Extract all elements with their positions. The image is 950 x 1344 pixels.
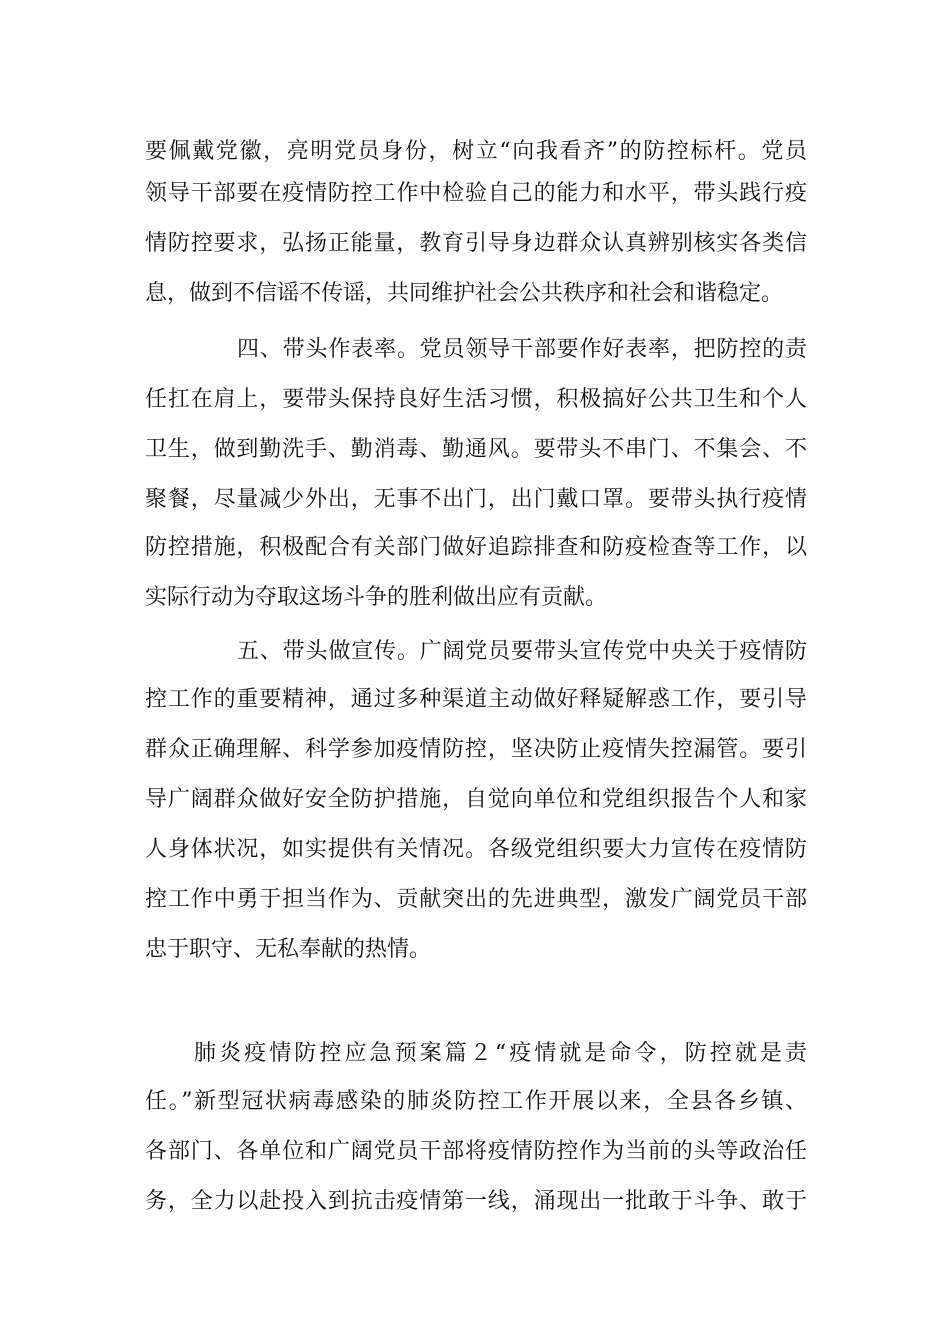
paragraph-1-line-1: 要佩戴党徽，亮明党员身份，树立“向我看齐”的防控标杆。党员 — [145, 139, 807, 164]
paragraph-3-line-6: 控工作中勇于担当作为、贡献突出的先进典型，激发广阔党员干部 — [145, 887, 807, 912]
paragraph-3-line-2: 控工作的重要精神，通过多种渠道主动做好释疑解惑工作，要引导 — [145, 687, 807, 712]
paragraph-3-line-3: 群众正确理解、科学参加疫情防控，坚决防止疫情失控漏管。要引 — [145, 737, 807, 762]
paragraph-2-line-3: 卫生，做到勤洗手、勤消毒、勤通风。要带头不串门、不集会、不 — [145, 437, 807, 462]
paragraph-4-line-1: 肺炎疫情防控应急预案篇２“疫情就是命令，防控就是责 — [194, 1041, 807, 1066]
paragraph-3-line-7: 忠于职守、无私奉献的热情。 — [145, 937, 432, 962]
paragraph-2-line-1: 四、带头作表率。党员领导干部要作好表率，把防控的责 — [237, 337, 807, 362]
paragraph-4-line-2: 任。”新型冠状病毒感染的肺炎防控工作开展以来，全县各乡镇、 — [145, 1089, 807, 1114]
paragraph-3-line-5: 人身体状况，如实提供有关情况。各级党组织要大力宣传在疫情防 — [145, 837, 807, 862]
paragraph-2-line-6: 实际行动为夺取这场斗争的胜利做出应有贡献。 — [145, 585, 608, 610]
paragraph-2-line-5: 防控措施，积极配合有关部门做好追踪排查和防疫检查等工作，以 — [145, 535, 807, 560]
paragraph-1-line-2: 领导干部要在疫情防控工作中检验自己的能力和水平，带头践行疫 — [145, 181, 807, 206]
paragraph-2-line-4: 聚餐，尽量减少外出，无事不出门，出门戴口罩。要带头执行疫情 — [145, 487, 807, 512]
paragraph-4-line-3: 各部门、各单位和广阔党员干部将疫情防控作为当前的头等政治任 — [145, 1139, 807, 1164]
paragraph-1-line-4: 息，做到不信谣不传谣，共同维护社会公共秩序和社会和谐稳定。 — [145, 281, 784, 306]
paragraph-3-line-4: 导广阔群众做好安全防护措施，自觉向单位和党组织报告个人和家 — [145, 787, 807, 812]
paragraph-1-line-3: 情防控要求，弘扬正能量，教育引导身边群众认真辨别核实各类信 — [145, 231, 807, 256]
paragraph-4-line-4: 务，全力以赴投入到抗击疫情第一线，涌现出一批敢于斗争、敢于 — [145, 1189, 807, 1214]
paragraph-2-line-2: 任扛在肩上，要带头保持良好生活习惯，积极搞好公共卫生和个人 — [145, 387, 807, 412]
paragraph-3-line-1: 五、带头做宣传。广阔党员要带头宣传党中央关于疫情防 — [237, 639, 807, 664]
